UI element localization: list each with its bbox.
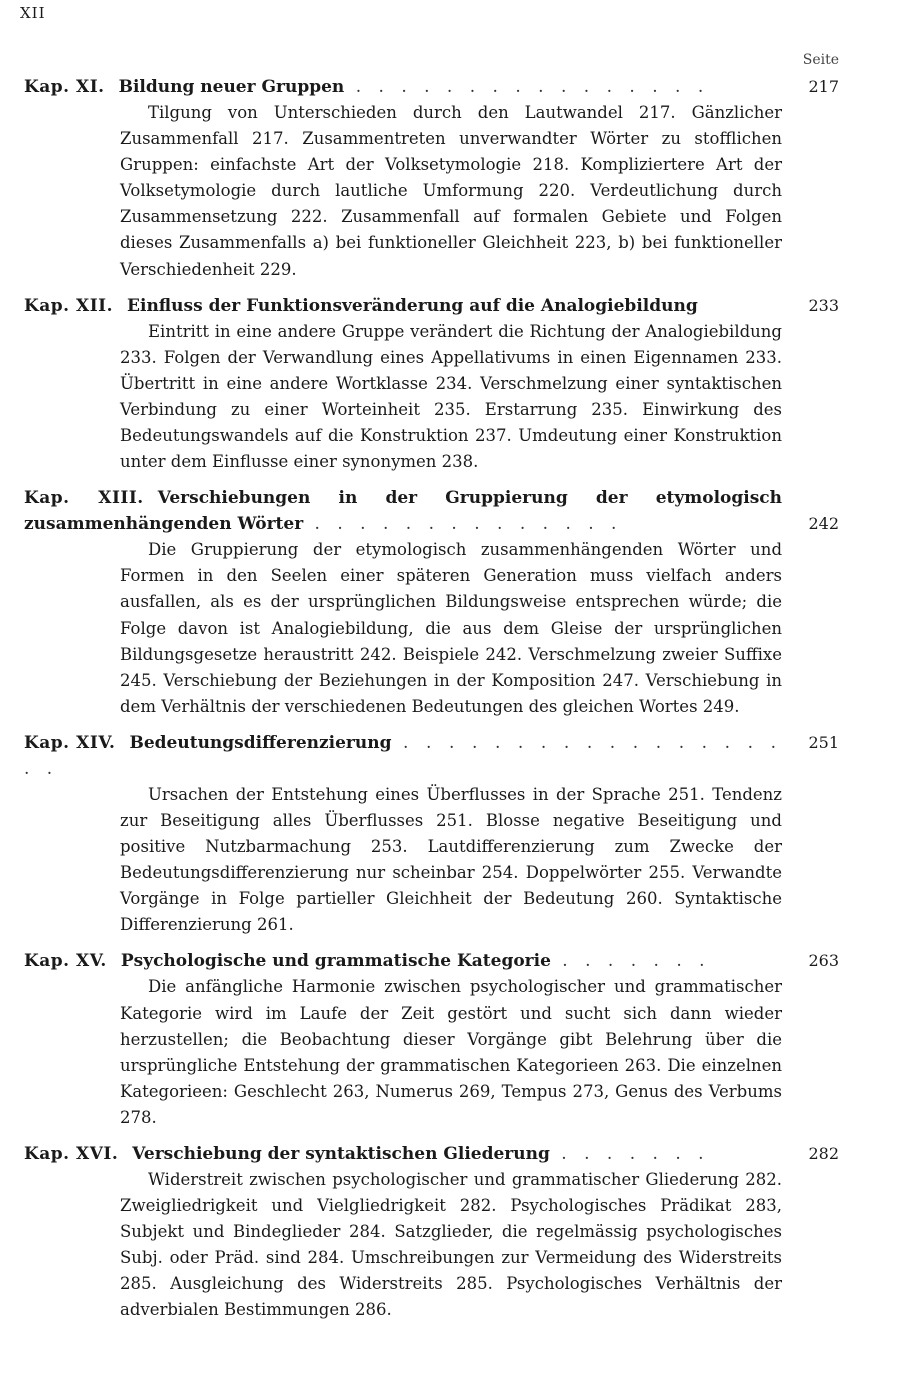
chapter-heading xyxy=(24,730,782,782)
chapter-summary: Ursachen der Entstehung eines Überflusses in der Sprache 251. Tendenz zur Beseitigung alles Überflusses 251. Blosse negative Beseitigung und positive Nutzbarmachung 253. Lautdifferenzierung zum Zwecke der Bedeutungsdifferenzierung nur scheinbar 254. Doppelwörter 255. Verwandte Vorgänge in Folge partieller Gleichheit der Bedeutung 260. Syntaktische Differenzierung 261. xyxy=(120,784,782,935)
chapter-entry-xi xyxy=(0,74,911,283)
chapter-heading xyxy=(24,1141,782,1167)
seite-column-label: Seite xyxy=(802,52,839,68)
chapter-title: Verschiebung der syntaktischen Gliederung xyxy=(132,1144,550,1164)
chapter-entry-xii xyxy=(0,293,911,476)
chapter-page-number: 217 xyxy=(808,77,839,96)
dot-leader: . . . . . . . . . . . . . . xyxy=(303,514,623,535)
chapter-entry-xiii xyxy=(0,485,911,720)
chapter-summary: Tilgung von Unterschieden durch den Lautwandel 217. Gänzlicher Zusammenfall 217. Zusammentreten unverwandter Wörter zu stofflichen Gruppen: einfachste Art der Volksetymologie 218. Kompliziertere Art der Volksetymologie durch lautliche Umformung 220. Verdeutlichung durch Zusammensetzung 222. Zusammenfall auf formalen Gebiete und Folgen dieses Zusammenfalls a) bei funktioneller Gleichheit 223, b) bei funktioneller Verschiedenheit 229. xyxy=(120,103,782,279)
chapter-page-number: 251 xyxy=(808,732,839,752)
chapter-number: Kap. XVI. xyxy=(24,1144,119,1164)
chapter-number: Kap. XIII. xyxy=(24,488,144,509)
dot-leader: . . . . . . . . . . . . . . . . . . . xyxy=(24,732,783,779)
page-number: XII xyxy=(20,4,46,22)
chapter-page-number: 263 xyxy=(808,951,839,971)
dot-leader: . . . . . . . xyxy=(549,1144,710,1164)
chapter-heading xyxy=(24,293,782,319)
chapter-title: Bildung neuer Gruppen xyxy=(118,77,345,97)
chapter-number: Kap. XV. xyxy=(24,951,107,972)
chapter-page-number: 233 xyxy=(808,295,839,315)
dot-leader: . . . . . . . . . . . . . . . . xyxy=(344,77,710,97)
chapter-entry-xvi xyxy=(0,1141,911,1324)
chapter-title: Psychologische und grammatische Kategorie xyxy=(120,951,551,972)
chapter-heading xyxy=(24,948,782,974)
chapter-title: Einfluss der Funktionsveränderung auf die Analogiebildung xyxy=(127,295,698,316)
chapter-summary: Widerstreit zwischen psychologischer und grammatischer Gliederung 282. Zweigliedrigkeit und Vielgliedrigkeit 282. Psychologisches Prädikat 283, Subjekt und Bindeglieder 284. Satzglieder, die regelmässig psychologisches Subj. oder Präd. sind 284. Umschreibungen zur Vermeidung des Widerstreits 285. Ausgleichung des Widerstreits 285. Psychologisches Verhältnis der adverbialen Bestimmungen 286. xyxy=(120,1170,782,1320)
chapter-number: Kap. XII. xyxy=(24,295,114,316)
chapter-title: Bedeutungsdifferenzierung xyxy=(129,732,392,753)
table-of-contents xyxy=(0,74,911,1334)
chapter-number: Kap. XI. xyxy=(24,77,105,97)
chapter-summary: Die anfängliche Harmonie zwischen psychologischer und grammatischer Kategorie wird im Laufe der Zeit gestört und sucht sich dann wieder herzustellen; die Beobachtung dieser Vorgänge gibt Belehrung über die ursprüngliche Entstehung der grammatischen Kategorieen 263. Die einzelnen Kategorieen: Geschlecht 263, Numerus 269, Tempus 273, Genus des Verbums 278. xyxy=(120,977,782,1127)
chapter-entry-xiv xyxy=(0,730,911,939)
chapter-heading xyxy=(24,485,782,537)
chapter-page-number: 282 xyxy=(808,1144,839,1163)
chapter-title: Verschiebungen in der Gruppierung der etymologisch zusammenhängenden Wörter xyxy=(24,488,782,535)
chapter-summary: Eintritt in eine andere Gruppe verändert die Richtung der Analogiebildung 233. Folgen der Verwandlung eines Appellativums in einen Eigennamen 233. Übertritt in eine andere Wortklasse 234. Verschmelzung einer syntaktischen Verbindung zu einer Worteinheit 235. Erstarrung 235. Einwirkung des Bedeutungswandels auf die Konstruktion 237. Umdeutung einer Konstruktion unter dem Einflusse einer synonymen 238. xyxy=(120,321,782,472)
dot-leader: . . . . . . . xyxy=(550,951,711,972)
chapter-entry-xv xyxy=(0,948,911,1131)
chapter-heading xyxy=(24,74,782,100)
chapter-summary: Die Gruppierung der etymologisch zusammenhängenden Wörter und Formen in den Seelen einer späteren Generation muss vielfach anders ausfallen, als es der ursprünglichen Bildungsweise entsprechen würde; die Folge davon ist Analogiebildung, die aus dem Gleise der ursprünglichen Bildungsgesetze heraustritt 242. Beispiele 242. Verschmelzung zweier Suffixe 245. Verschiebung der Beziehungen in der Komposition 247. Verschiebung in dem Verhältnis der verschiedenen Bedeutungen des gleichen Wortes 249. xyxy=(120,540,782,716)
chapter-number: Kap. XIV. xyxy=(24,732,116,753)
chapter-page-number: 242 xyxy=(808,514,839,534)
